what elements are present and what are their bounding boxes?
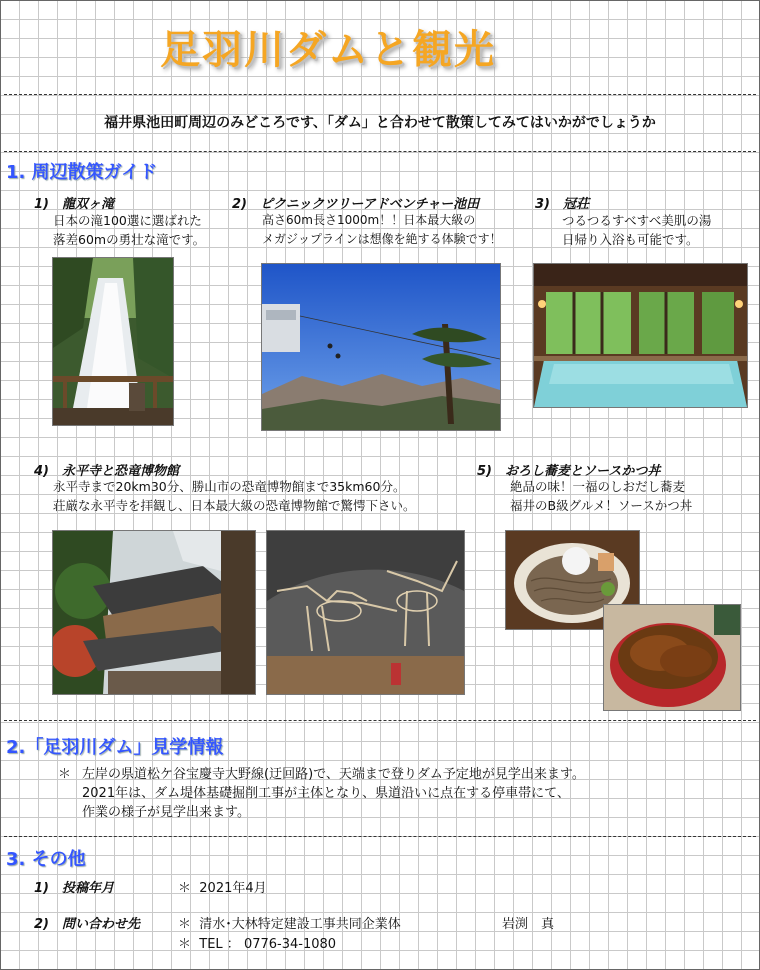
row-mark: ＊ — [178, 917, 192, 932]
item-title-onsen — [535, 193, 589, 212]
contact-phone — [178, 933, 336, 952]
desc-line: 日帰り入浴も可能です。 — [562, 232, 699, 247]
divider — [4, 836, 756, 837]
item-title-waterfall — [34, 193, 114, 212]
desc-line: 日本の滝100選に選ばれた — [53, 213, 202, 228]
contact-person: 岩渕 真 — [502, 917, 555, 932]
desc-line: 福井のB級グルメ！ソースかつ丼 — [510, 498, 693, 513]
section-heading-dam-tour: 2.「足羽川ダム」見学情報 — [6, 737, 224, 758]
divider — [4, 94, 756, 95]
item-desc-zipline — [262, 211, 502, 249]
row-mark: ＊ — [178, 937, 192, 952]
contact-company — [178, 913, 401, 932]
other-row-label — [34, 913, 140, 932]
posted-date — [178, 877, 267, 896]
other-row-label — [34, 877, 114, 896]
temple-photo — [52, 530, 256, 695]
intro-text: 福井県池田町周辺のみどころです、「ダム」と合わせて散策してみてはいかがでしょうか — [104, 115, 656, 131]
row-value: 2021年4月 — [199, 881, 267, 896]
item-desc-food — [510, 477, 692, 515]
waterfall-photo — [52, 257, 174, 426]
item-title-text: 冠荘 — [563, 197, 590, 212]
divider — [4, 720, 756, 721]
item-title-text: 龍双ヶ滝 — [62, 197, 115, 212]
item-number: 4) — [34, 464, 49, 479]
katsudon-photo — [603, 604, 741, 711]
desc-line: 荘厳な永平寺を拝観し、日本最大級の恐竜博物館で驚愕下さい。 — [53, 498, 416, 513]
dam-tour-line: 左岸の県道松ケ谷宝慶寺大野線(迂回路)で、天端まで登りダム予定地が見学出来ます。 — [82, 767, 585, 782]
desc-line: 落差60mの勇壮な滝です。 — [53, 232, 206, 247]
item-title-text: 永平寺と恐竜博物館 — [62, 464, 180, 479]
zipline-photo — [261, 263, 501, 431]
section-heading-guide: 1. 周辺散策ガイド — [6, 162, 158, 183]
row-value: 清水･大林特定建設工事共同企業体 — [199, 917, 401, 932]
page-title: 足羽川ダムと観光 — [160, 27, 496, 73]
dam-tour-line: 2021年は、ダム堤体基礎掘削工事が主体となり、県道沿いに点在する停車帯にて、 — [82, 786, 570, 801]
item-desc-waterfall — [53, 211, 205, 249]
item-number: 1) — [34, 197, 49, 212]
desc-line: メガジップラインは想像を絶する体験です！ — [262, 232, 502, 246]
item-number: 2) — [232, 197, 247, 212]
desc-line: 絶品の味！一福のしおだし蕎麦 — [510, 479, 686, 494]
desc-line: 高さ60m長さ1000m！！日本最大級の — [262, 213, 476, 227]
item-title-zipline — [232, 193, 479, 212]
item-title-text: おろし蕎麦とソースかつ丼 — [505, 464, 661, 479]
dinosaur-museum-photo — [266, 530, 465, 695]
onsen-photo — [533, 263, 748, 408]
section-heading-other: 3. その他 — [6, 849, 86, 870]
desc-line: 永平寺まで20km30分、勝山市の恐竜博物館まで35km60分。 — [53, 479, 406, 494]
row-number: 2) — [34, 917, 49, 932]
row-label: 問い合わせ先 — [62, 917, 141, 932]
row-label: 投稿年月 — [62, 881, 115, 896]
dam-tour-text — [82, 765, 585, 822]
item-desc-onsen — [562, 211, 711, 249]
dam-tour-line: 作業の様子が見学出来ます。 — [82, 805, 250, 820]
desc-line: つるつるすべすべ美肌の湯 — [562, 213, 712, 228]
item-number: 3) — [535, 197, 550, 212]
item-title-text: ピクニックツリーアドベンチャー池田 — [260, 197, 480, 212]
dam-tour-mark: ＊ — [58, 767, 72, 782]
row-value: TEL ： 0776-34-1080 — [199, 937, 337, 952]
divider — [4, 151, 756, 152]
row-number: 1) — [34, 881, 49, 896]
row-mark: ＊ — [178, 881, 192, 896]
item-desc-temple-museum — [53, 477, 416, 515]
item-number: 5) — [477, 464, 492, 479]
